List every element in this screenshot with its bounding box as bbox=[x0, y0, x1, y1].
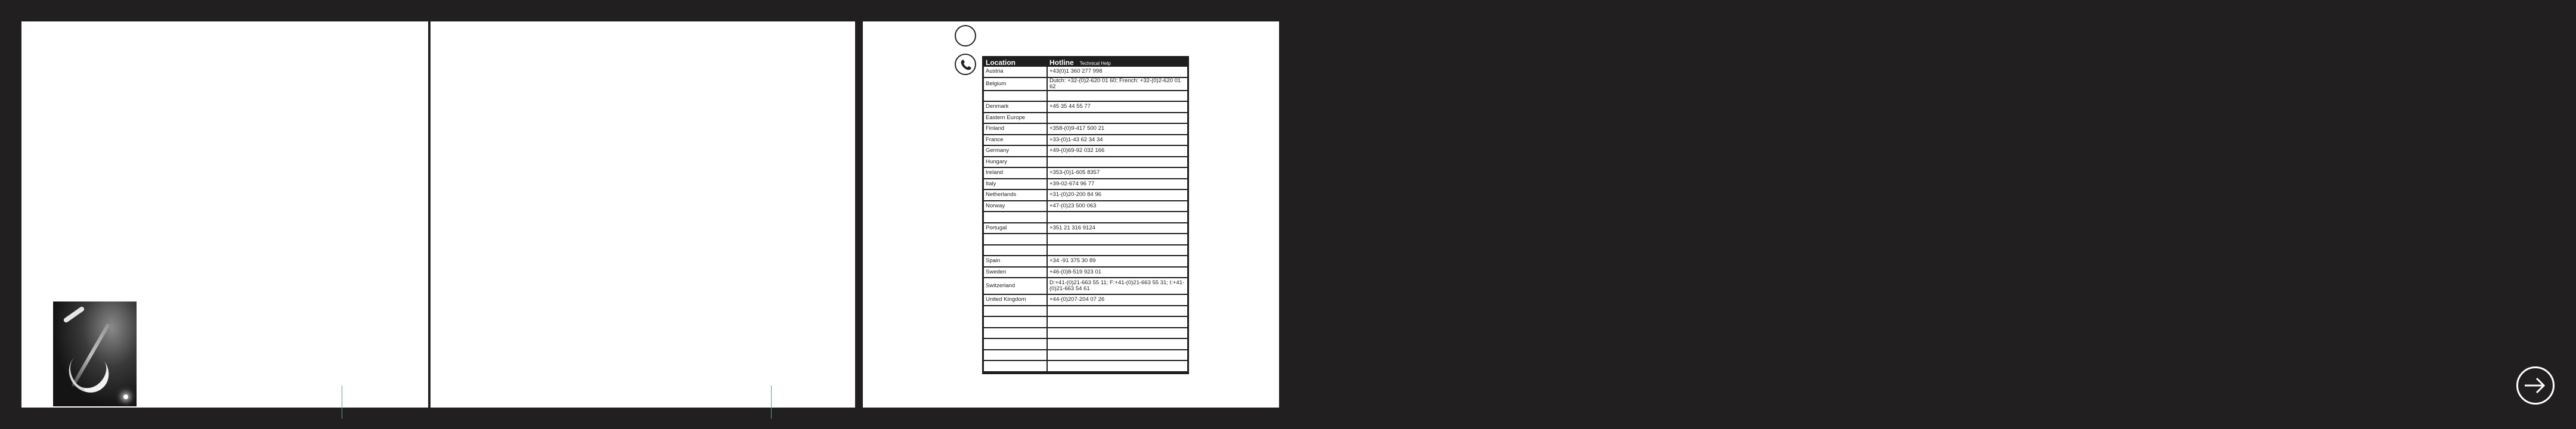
hotline-cell: +46-(0)8-519 923 01 bbox=[1048, 268, 1187, 279]
hotline-cell bbox=[1048, 350, 1187, 362]
hotline-cell: +34 -91 375 30 89 bbox=[1048, 256, 1187, 268]
table-row bbox=[984, 234, 1187, 245]
table-row bbox=[984, 102, 1187, 113]
table-row bbox=[984, 245, 1187, 257]
location-cell: Eastern Europe bbox=[984, 113, 1048, 125]
hotline-cell bbox=[1048, 317, 1187, 328]
location-cell: Austria bbox=[984, 67, 1048, 78]
location-cell bbox=[984, 317, 1048, 328]
location-cell: Finland bbox=[984, 124, 1048, 135]
hotline-cell: +47-(0)23 500 063 bbox=[1048, 201, 1187, 213]
hotline-cell bbox=[1048, 245, 1187, 257]
header-location: Location bbox=[984, 58, 1048, 67]
table-header-row bbox=[984, 58, 1187, 67]
location-cell: Portugal bbox=[984, 223, 1048, 235]
table-row bbox=[984, 256, 1187, 268]
hotline-cell bbox=[1048, 113, 1187, 125]
hotline-cell bbox=[1048, 91, 1187, 102]
location-cell: United Kingdom bbox=[984, 295, 1048, 306]
next-page-button[interactable] bbox=[2516, 366, 2555, 405]
header-hotline-label: Hotline bbox=[1049, 58, 1074, 67]
location-cell: Switzerland bbox=[984, 278, 1048, 295]
table-row bbox=[984, 124, 1187, 135]
location-cell: Spain bbox=[984, 256, 1048, 268]
table-row bbox=[984, 113, 1187, 125]
hotline-cell: +49-(0)69-92 032 166 bbox=[1048, 146, 1187, 157]
page-middle bbox=[431, 21, 855, 408]
location-cell bbox=[984, 361, 1048, 372]
location-cell: Hungary bbox=[984, 157, 1048, 169]
table-row bbox=[984, 223, 1187, 235]
table-row bbox=[984, 295, 1187, 306]
hotline-cell: D:+41-(0)21-663 55 11; F:+41-(0)21-663 55 31; I:+41-(0)21-663 54 61 bbox=[1048, 278, 1187, 295]
table-row bbox=[984, 317, 1187, 328]
hotline-cell: +44-(0)207-204 07 26 bbox=[1048, 295, 1187, 306]
location-cell bbox=[984, 91, 1048, 102]
hotline-cell: +39-02-674 96 77 bbox=[1048, 179, 1187, 191]
table-row bbox=[984, 146, 1187, 157]
location-cell: France bbox=[984, 135, 1048, 147]
table-row bbox=[984, 78, 1187, 91]
hotline-cell bbox=[1048, 306, 1187, 318]
phone-icon bbox=[955, 54, 976, 75]
hotline-cell bbox=[1048, 212, 1187, 223]
location-cell: Netherlands bbox=[984, 190, 1048, 201]
table-row bbox=[984, 212, 1187, 223]
table-row bbox=[984, 157, 1187, 169]
location-cell bbox=[984, 245, 1048, 257]
location-cell: Norway bbox=[984, 201, 1048, 213]
location-cell: Denmark bbox=[984, 102, 1048, 113]
header-sub: Technical Help bbox=[1079, 60, 1111, 66]
location-cell: Germany bbox=[984, 146, 1048, 157]
location-cell bbox=[984, 339, 1048, 350]
hotline-cell: +358-(0)9-417 500 21 bbox=[1048, 124, 1187, 135]
product-photo bbox=[53, 301, 137, 406]
hotline-cell bbox=[1048, 361, 1187, 372]
table-row bbox=[984, 135, 1187, 147]
location-cell: Ireland bbox=[984, 168, 1048, 179]
hotline-cell bbox=[1048, 234, 1187, 245]
table-row bbox=[984, 361, 1187, 372]
hotline-table-body bbox=[984, 67, 1187, 372]
location-cell bbox=[984, 234, 1048, 245]
table-row bbox=[984, 350, 1187, 362]
table-row bbox=[984, 201, 1187, 213]
table-row bbox=[984, 168, 1187, 179]
table-row bbox=[984, 339, 1187, 350]
header-hotline bbox=[1048, 58, 1187, 67]
location-cell: Sweden bbox=[984, 268, 1048, 279]
page-right bbox=[863, 21, 1279, 408]
hotline-cell: +33-(0)1-43 62 34 34 bbox=[1048, 135, 1187, 147]
table-row bbox=[984, 328, 1187, 340]
hotline-cell bbox=[1048, 339, 1187, 350]
hotline-table bbox=[982, 56, 1189, 374]
table-row bbox=[984, 268, 1187, 279]
table-row bbox=[984, 91, 1187, 102]
table-row bbox=[984, 67, 1187, 78]
trim-mark bbox=[771, 386, 772, 419]
location-cell bbox=[984, 350, 1048, 362]
hotline-cell: +31-(0)20-200 84 96 bbox=[1048, 190, 1187, 201]
table-row bbox=[984, 190, 1187, 201]
table-row bbox=[984, 278, 1187, 295]
table-row bbox=[984, 306, 1187, 318]
next-page-arrow-icon bbox=[2524, 375, 2547, 396]
location-cell bbox=[984, 212, 1048, 223]
hotline-cell: +351 21 316 9124 bbox=[1048, 223, 1187, 235]
location-cell bbox=[984, 328, 1048, 340]
location-cell bbox=[984, 306, 1048, 318]
hotline-cell: +45 35 44 55 77 bbox=[1048, 102, 1187, 113]
hotline-cell bbox=[1048, 328, 1187, 340]
hotline-cell: +43(0)1 360 277 998 bbox=[1048, 67, 1187, 78]
hotline-cell bbox=[1048, 157, 1187, 169]
hotline-cell: +353-(0)1-605 8357 bbox=[1048, 168, 1187, 179]
circle-icon bbox=[955, 25, 976, 46]
page-left bbox=[21, 21, 428, 408]
location-cell: Belgium bbox=[984, 78, 1048, 91]
location-cell: Italy bbox=[984, 179, 1048, 191]
table-row bbox=[984, 179, 1187, 191]
hotline-cell: Dutch: +32-(0)2-620 01 60; French: +32-(0)2-620 01 62 bbox=[1048, 78, 1187, 91]
